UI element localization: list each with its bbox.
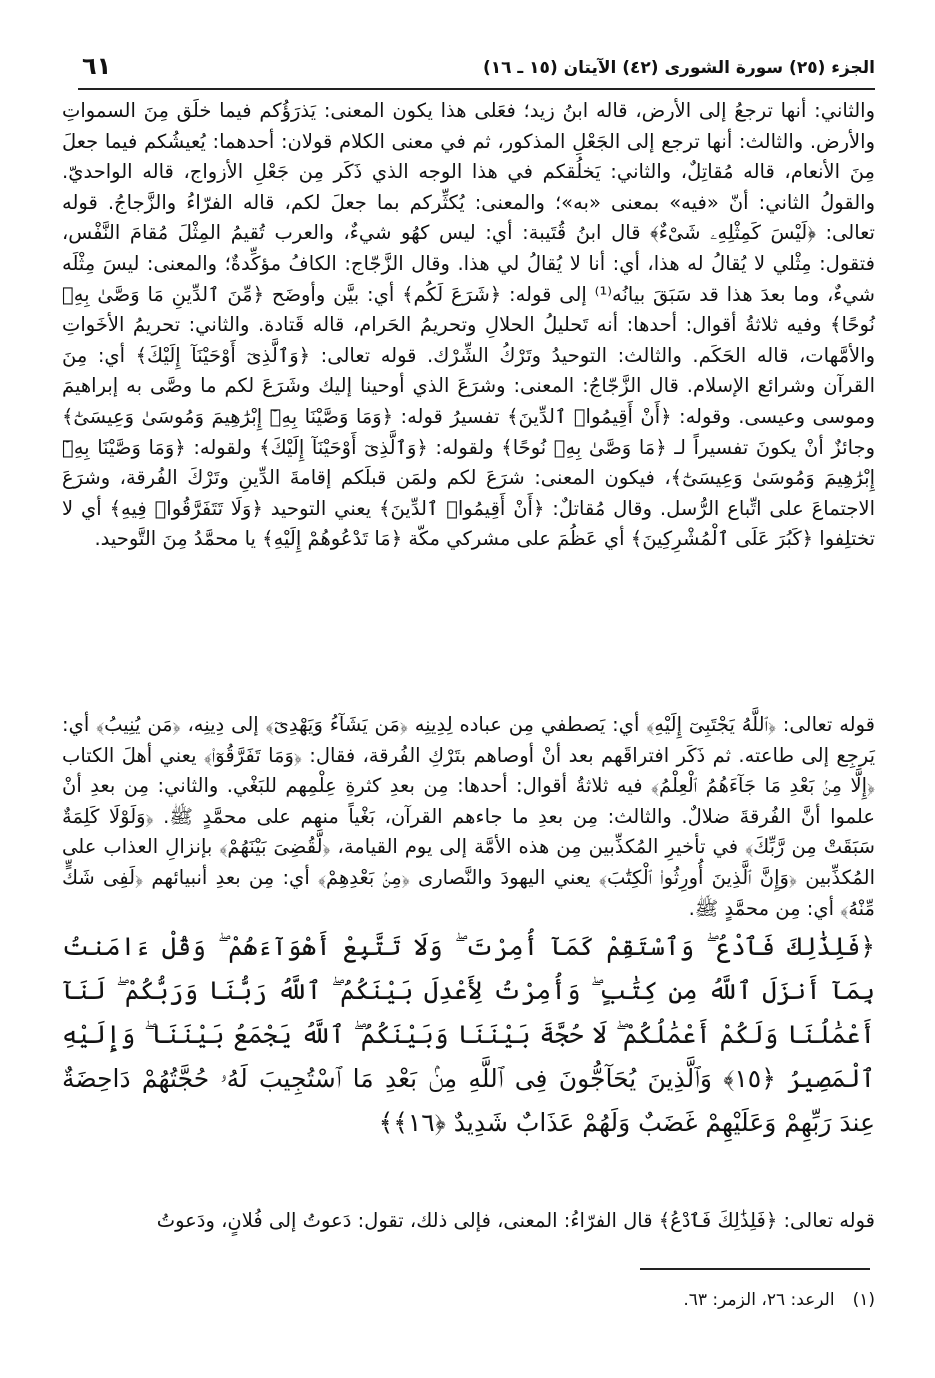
- page-number: ٦١: [82, 52, 112, 80]
- page-header: [78, 52, 875, 90]
- commentary-paragraph-2: قوله تعالى: ﴿ٱللَّهُ يَجْتَبِىٓ إِلَيْهِ﴾ أي: يَصطفي مِن عباده لِدِينِه ﴿مَن يَشَآءُ وَيَهْدِىٓ﴾ إلى دِينِه، ﴿مَن يُنِيبُ﴾ أي: يَرجِع إلى طاعته. ثم ذَكَر افتراقَهم بعد أنْ أوصاهم بتَرْكِ الفُرقة، فقال: ﴿وَمَا تَفَرَّقُوٓا۟﴾ يعني أهلَ الكتاب ﴿إِلَّا مِنۢ بَعْدِ مَا جَآءَهُمُ ٱلْعِلْمُ﴾ فيه ثلاثةُ أقوال: أحدها: مِن بعدِ كثرةِ عِلْمِهم للبَغْي. والثاني: مِن بعدِ أنْ علموا أنَّ الفُرقةَ ضلالٌ. والثالث: مِن بعدِ ما جاءهم القرآن، بَغْياً منهم على محمَّدٍ ﷺ. ﴿وَلَوْلَا كَلِمَةٌ سَبَقَتْ مِن رَّبِّكَ﴾ في تأخيرِ المُكذِّبين مِن هذه الأمَّة إلى يوم القيامة، ﴿لَّقُضِىَ بَيْنَهُمْ﴾ بإنزالِ العذاب على المُكذِّبين ﴿وَإِنَّ ٱلَّذِينَ أُورِثُوا۟ ٱلْكِتَٰبَ﴾ يعني اليهودَ والنَّصارى ﴿مِنۢ بَعْدِهِمْ﴾ أي: مِن بعدِ أنبيائهم ﴿لَفِى شَكٍّ مِّنْهُ﴾ أي: مِن محمَّدٍ ﷺ.: [62, 713, 875, 920]
- footnote-marker: (١): [852, 1290, 875, 1310]
- footnote-text: الرعد: ٢٦، الزمر: ٦٣.: [683, 1290, 835, 1310]
- running-title: الجزء (٢٥) سورة الشورى (٤٢) الآيتان (١٥ ـ ١٦): [482, 58, 875, 78]
- quran-verses-block: ﴿فَلِذَٰلِكَ فَٱدْعُ ۖ وَٱسْتَقِمْ كَمَآ أُمِرْتَ ۖ وَلَا تَتَّبِعْ أَهْوَآءَهُمْ ۖ وَقُلْ ءَامَنتُ بِمَآ أَنزَلَ ٱللَّهُ مِن كِتَٰبٍ ۖ وَأُمِرْتُ لِأَعْدِلَ بَيْنَكُمُ ۖ ٱللَّهُ رَبُّنَا وَرَبُّكُمْ ۖ لَنَآ أَعْمَٰلُنَا وَلَكُمْ أَعْمَٰلُكُمْ ۖ لَا حُجَّةَ بَيْنَنَا وَبَيْنَكُمُ ۖ ٱللَّهُ يَجْمَعُ بَيْنَنَا ۖ وَإِلَيْهِ ٱلْمَصِيرُ ﴿١٥﴾ وَٱلَّذِينَ يُحَآجُّونَ فِى ٱللَّهِ مِنۢ بَعْدِ مَا ٱسْتُجِيبَ لَهُۥ حُجَّتُهُمْ دَاحِضَةٌ عِندَ رَبِّهِمْ وَعَلَيْهِمْ غَضَبٌ وَلَهُمْ عَذَابٌ شَدِيدٌ ﴿١٦﴾﴾: [62, 932, 875, 1137]
- footnote-divider: [640, 1268, 870, 1270]
- commentary-paragraph-3: قوله تعالى: ﴿فَلِذَٰلِكَ فَٱدْعُ﴾ قال الفرّاءُ: المعنى، فإلى ذلك، تقول: دَعوتُ إلى فُلانٍ، ودَعوتُ: [156, 1209, 875, 1232]
- commentary-paragraph-1: والثاني: أنها ترجعُ إلى الأرض، قاله ابنُ زيد؛ فعَلى هذا يكون المعنى: يَذرَؤُكم فيما خلَق مِنَ السمواتِ والأرض. والثالث: أنها ترجع إلى الجَعْلِ المذكور، ثم في معنى الكلام قولان: أحدهما: يُعيشُكم فيما جعلَ مِنَ الأنعام، قاله مُقاتِلٌ، والثاني: يَخلُقكم في هذا الوجه الذي ذَكَر مِن جَعْلِ الأزواج، قاله الواحديّ. والقولُ الثاني: أنّ «فيه» بمعنى «به»؛ والمعنى: يُكثِّركم بما جعلَ لكم، قاله الفرّاءُ والزَّجاجُ. قوله تعالى: ﴿لَيْسَ كَمِثْلِهِۦ شَىْءٌ﴾ قال ابنُ قُتَيبة: أي: ليس كهُو شيءٌ، والعرب تُقيمُ المِثْلَ مُقامَ النَّفْس، فتقول: مِثْلي لا يُقالُ له هذا، أي: أنا لا يُقالُ لي هذا. وقال الزَّجّاج: الكافُ مؤكِّدةٌ؛ والمعنى: ليسَ مِثْلَه شيءٌ، وما بعدَ هذا قد سَبَقَ بيانُه⁽¹⁾ إلى قوله: ﴿شَرَعَ لَكُم﴾ أي: بيَّن وأوضَح ﴿مِّنَ ٱلدِّينِ مَا وَصَّىٰ بِهِۦ نُوحًا﴾ وفيه ثلاثةُ أقوال: أحدها: أنه تَحليلُ الحلالِ وتحريمُ الحَرام، قاله قَتادة. والثاني: تحريمُ الأخَواتِ والأمَّهات، قاله الحَكَم. والثالث: التوحيدُ وتَرْكُ الشِّرْك. قوله تعالى: ﴿وَٱلَّذِىٓ أَوْحَيْنَآ إِلَيْكَ﴾ أي: مِنَ القرآن وشرائع الإسلام. قال الزَّجّاجُ: المعنى: وشرَعَ الذي أوحينا إليك وشَرَعَ لكم ما وصَّى به إبراهيمَ وموسى وعيسى. وقوله: ﴿أَنْ أَقِيمُوا۟ ٱلدِّينَ﴾ تفسيرُ قوله: ﴿وَمَا وَصَّيْنَا بِهِۦٓ إِبْرَٰهِيمَ وَمُوسَىٰ وَعِيسَىٰٓ﴾ وجائزٌ أنْ يكونَ تفسيراً لـ ﴿مَا وَصَّىٰ بِهِۦ نُوحًا﴾ ولقوله: ﴿وَٱلَّذِىٓ أَوْحَيْنَآ إِلَيْكَ﴾ ولقوله: ﴿وَمَا وَصَّيْنَا بِهِۦٓ إِبْرَٰهِيمَ وَمُوسَىٰ وَعِيسَىٰٓ﴾، فيكون المعنى: شرَعَ لكم ولمَن قبلَكم إقامةَ الدِّينِ وتَرْكَ الفُرقة، وشرَعَ الاجتماعَ على اتِّباع الرُّسل. وقال مُقاتلٌ: ﴿أَنْ أَقِيمُوا۟ ٱلدِّينَ﴾ يعني التوحيد ﴿وَلَا تَتَفَرَّقُوا۟ فِيهِ﴾ أي لا تختلِفوا ﴿كَبُرَ عَلَى ٱلْمُشْرِكِينَ﴾ أي عَظُمَ على مشركي مكّة ﴿مَا تَدْعُوهُمْ إِلَيْهِ﴾ يا محمَّدُ مِنَ التَّوحيد.: [62, 99, 875, 551]
- footnote: [683, 1290, 875, 1310]
